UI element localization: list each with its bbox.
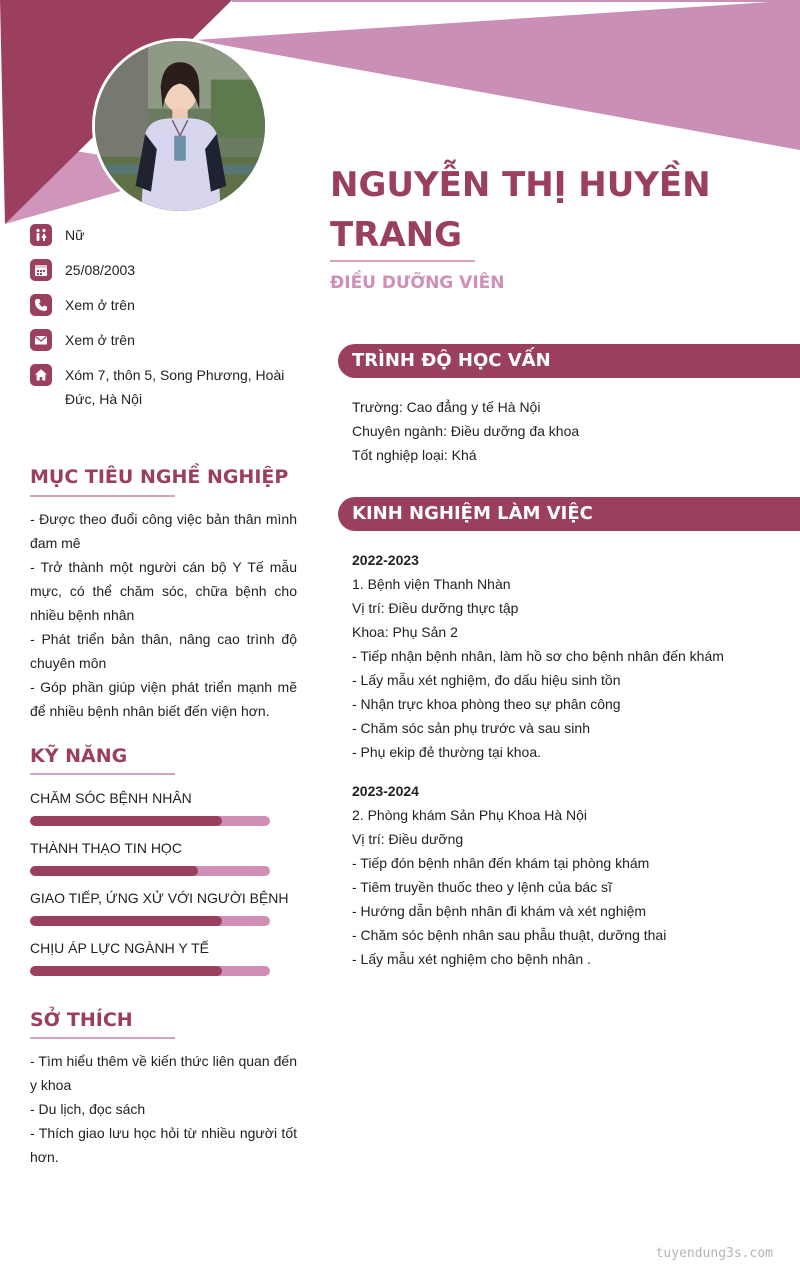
home-icon bbox=[30, 364, 52, 386]
education-band bbox=[338, 344, 800, 378]
calendar-icon bbox=[30, 259, 52, 281]
skill-bar bbox=[30, 916, 270, 926]
objective-line: - Được theo đuổi công việc bản thân mình đam mê bbox=[30, 511, 297, 551]
skill-item bbox=[30, 788, 290, 838]
job-line: 1. Bệnh viện Thanh Nhàn bbox=[352, 576, 511, 592]
contact-address bbox=[30, 364, 300, 411]
skill-item bbox=[30, 938, 290, 988]
gender-icon bbox=[30, 224, 52, 246]
job-line: - Hướng dẫn bệnh nhân đi khám và xét nghiệm bbox=[352, 903, 647, 919]
objective-line: - Trở thành một người cán bộ Y Tế mẫu mực, có thể chăm sóc, chữa bệnh cho nhiều bệnh nhân bbox=[30, 559, 297, 623]
skill-item bbox=[30, 888, 290, 938]
job-line: Khoa: Phụ Sản 2 bbox=[352, 624, 458, 640]
education-heading: TRÌNH ĐỘ HỌC VẤN bbox=[352, 350, 551, 371]
job-line: - Chăm sóc sản phụ trước và sau sinh bbox=[352, 720, 590, 736]
hobby-line: - Du lịch, đọc sách bbox=[30, 1101, 146, 1117]
skill-bar bbox=[30, 966, 270, 976]
job-line: - Tiêm truyền thuốc theo y lệnh của bác sĩ bbox=[352, 879, 612, 895]
job-line: - Tiếp nhận bệnh nhân, làm hồ sơ cho bệnh nhân đến khám bbox=[352, 648, 724, 664]
mail-icon bbox=[30, 329, 52, 351]
objective-divider bbox=[30, 495, 175, 497]
watermark: tuyendung3s.com bbox=[655, 1246, 773, 1261]
experience-job-2 bbox=[352, 779, 782, 971]
skill-bar-fill bbox=[30, 816, 222, 826]
job-line: Vị trí: Điều dưỡng bbox=[352, 831, 464, 847]
job-line: - Chăm sóc bệnh nhân sau phẫu thuật, dưỡng thai bbox=[352, 927, 667, 943]
header-top-strip bbox=[232, 0, 800, 2]
job-period: 2023-2024 bbox=[352, 783, 419, 799]
skill-bar-fill bbox=[30, 916, 222, 926]
job-line: - Nhận trực khoa phòng theo sự phân công bbox=[352, 696, 621, 712]
hobby-line: - Thích giao lưu học hỏi từ nhiều người tốt hơn. bbox=[30, 1125, 297, 1165]
pink-header-triangle bbox=[195, 0, 800, 150]
skill-bar bbox=[30, 816, 270, 826]
experience-band bbox=[338, 497, 800, 531]
job-line: - Lấy mẫu xét nghiệm, đo dấu hiệu sinh tồn bbox=[352, 672, 621, 688]
profile-photo bbox=[92, 38, 268, 214]
skill-item bbox=[30, 838, 290, 888]
email-text: Xem ở trên bbox=[65, 332, 135, 348]
objective-heading: MỤC TIÊU NGHỀ NGHIỆP bbox=[30, 466, 289, 488]
birthday-text: 25/08/2003 bbox=[65, 262, 136, 278]
skill-name: THÀNH THẠO TIN HỌC bbox=[30, 840, 182, 856]
objective-line: - Phát triển bản thân, nâng cao trình độ chuyên môn bbox=[30, 631, 297, 671]
contact-birthday bbox=[30, 259, 300, 282]
hobbies-text bbox=[30, 1049, 297, 1169]
contact-list bbox=[30, 224, 300, 423]
hobbies-heading: SỞ THÍCH bbox=[30, 1009, 133, 1031]
skill-bar bbox=[30, 866, 270, 876]
address-text: Xóm 7, thôn 5, Song Phương, Hoài Đức, Hà Nội bbox=[65, 367, 285, 407]
phone-text: Xem ở trên bbox=[65, 297, 135, 313]
education-details bbox=[352, 395, 782, 467]
hobbies-divider bbox=[30, 1037, 175, 1039]
hobby-line: - Tìm hiểu thêm về kiến thức liên quan đến y khoa bbox=[30, 1053, 297, 1093]
experience-heading: KINH NGHIỆM LÀM VIỆC bbox=[352, 503, 593, 524]
job-title: ĐIỀU DƯỠNG VIÊN bbox=[330, 273, 505, 293]
full-name: NGUYỄN THỊ HUYỀN TRANG bbox=[330, 165, 711, 255]
job-line: - Lấy mẫu xét nghiệm cho bệnh nhân . bbox=[352, 951, 591, 967]
objective-line: - Góp phần giúp viện phát triển mạnh mẽ để nhiều bệnh nhân biết đến viện hơn. bbox=[30, 679, 297, 719]
education-line: Chuyên ngành: Điều dưỡng đa khoa bbox=[352, 423, 580, 439]
gender-text: Nữ bbox=[65, 227, 85, 243]
job-line: - Phụ ekip đẻ thường tại khoa. bbox=[352, 744, 541, 760]
skill-bar-fill bbox=[30, 966, 222, 976]
skill-name: GIAO TIẾP, ỨNG XỬ VỚI NGƯỜI BỆNH bbox=[30, 890, 289, 906]
skills-divider bbox=[30, 773, 175, 775]
name-divider bbox=[330, 260, 475, 262]
skill-bar-fill bbox=[30, 866, 198, 876]
contact-email bbox=[30, 329, 300, 352]
phone-icon bbox=[30, 294, 52, 316]
skill-name: CHĂM SÓC BỆNH NHÂN bbox=[30, 790, 192, 806]
objective-text bbox=[30, 507, 297, 723]
skills-heading: KỸ NĂNG bbox=[30, 745, 128, 767]
contact-gender bbox=[30, 224, 300, 247]
education-line: Tốt nghiệp loại: Khá bbox=[352, 447, 477, 463]
education-line: Trường: Cao đẳng y tế Hà Nội bbox=[352, 399, 541, 415]
job-line: - Tiếp đón bệnh nhân đến khám tại phòng khám bbox=[352, 855, 650, 871]
job-line: Vị trí: Điều dưỡng thực tập bbox=[352, 600, 519, 616]
portrait-photo bbox=[95, 41, 265, 211]
contact-phone bbox=[30, 294, 300, 317]
skill-name: CHỊU ÁP LỰC NGÀNH Y TẾ bbox=[30, 940, 209, 956]
job-line: 2. Phòng khám Sản Phụ Khoa Hà Nội bbox=[352, 807, 588, 823]
skills-list bbox=[30, 788, 290, 988]
job-period: 2022-2023 bbox=[352, 552, 419, 568]
experience-job-1 bbox=[352, 548, 782, 764]
